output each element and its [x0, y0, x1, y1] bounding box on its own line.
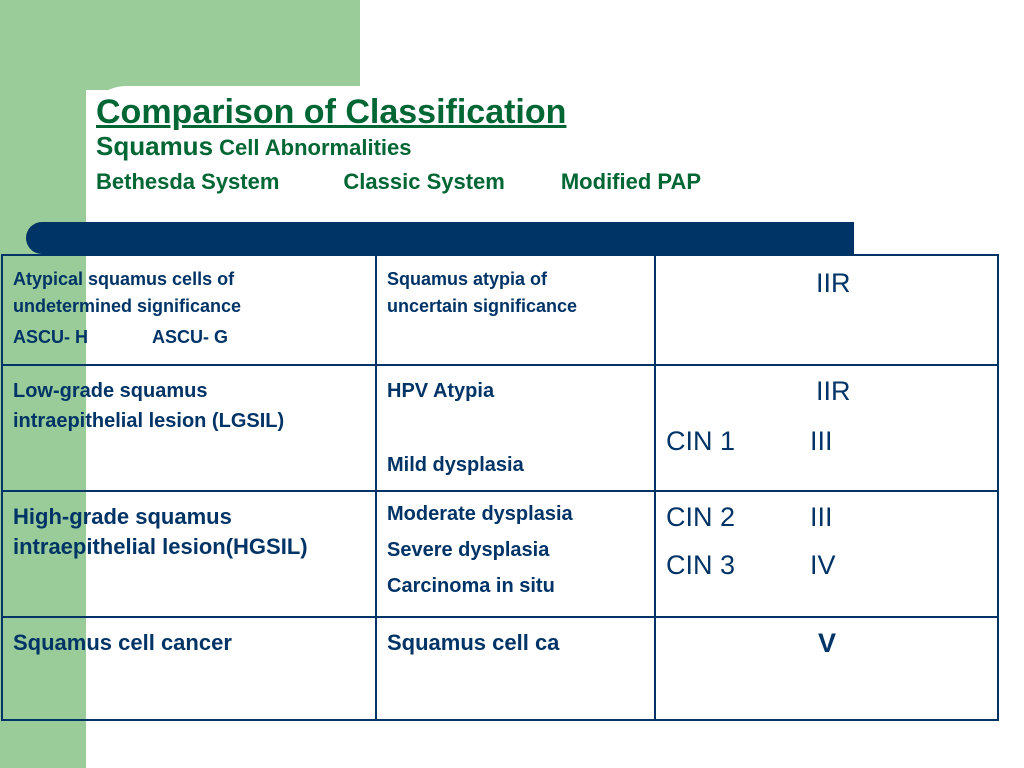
classic-cell — [376, 255, 655, 365]
cell-line: uncertain significance — [387, 296, 578, 316]
cell-line: HPV Atypia — [387, 380, 495, 402]
cell-line: Moderate dysplasia — [387, 503, 573, 525]
cell-line: undetermined significance — [13, 296, 242, 316]
cell-line: IIR — [816, 376, 851, 406]
classic-cell — [376, 365, 655, 491]
cell-line: ASCU- H — [13, 327, 88, 347]
table-row — [2, 617, 998, 720]
subtitle-rest: Cell Abnormalities — [213, 135, 412, 160]
cell-line: CIN 2 — [666, 502, 736, 532]
cell-line: V — [818, 628, 837, 658]
divider-bar — [26, 222, 854, 254]
table-row — [2, 365, 998, 491]
pap-cell — [655, 255, 998, 365]
classic-cell — [376, 491, 655, 617]
heading-bethesda: Bethesda System — [96, 169, 280, 194]
cell-line: intraepithelial lesion (LGSIL) — [13, 410, 285, 432]
cell-line: intraepithelial lesion(HGSIL) — [13, 534, 308, 559]
classification-table — [1, 254, 999, 721]
cell-line: III — [810, 426, 833, 456]
slide-subtitle — [96, 132, 701, 165]
cell-line: Low-grade squamus — [13, 380, 208, 402]
bethesda-cell — [2, 365, 376, 491]
cell-line: Atypical squamus cells of — [13, 269, 235, 289]
cell-line: III — [810, 502, 833, 532]
cell-line: High-grade squamus — [13, 504, 232, 529]
bethesda-cell — [2, 617, 376, 720]
cell-line: Squamus cell ca — [387, 630, 560, 655]
cell-line: Mild dysplasia — [387, 454, 524, 476]
cell-line: Squamus atypia of — [387, 269, 548, 289]
heading-classic: Classic System — [343, 169, 505, 194]
pap-cell — [655, 617, 998, 720]
heading-pap: Modified PAP — [560, 169, 702, 194]
cell-line: Severe dysplasia — [387, 539, 550, 561]
cell-line: Carcinoma in situ — [387, 575, 555, 597]
classic-cell — [376, 617, 655, 720]
slide-title: Comparison of Classification — [96, 93, 567, 131]
cell-line: CIN 3 — [666, 550, 736, 580]
cell-line: IV — [810, 550, 836, 580]
column-headings-line — [96, 165, 701, 199]
bethesda-cell — [2, 491, 376, 617]
table-row — [2, 491, 998, 617]
table-row — [2, 255, 998, 365]
cell-line: ASCU- G — [152, 327, 228, 347]
pap-cell — [655, 365, 998, 491]
pap-cell — [655, 491, 998, 617]
cell-line: CIN 1 — [666, 426, 736, 456]
subtitle-squamus: Squamus — [96, 131, 214, 161]
title-block — [96, 92, 701, 199]
bethesda-cell — [2, 255, 376, 365]
cell-line: Squamus cell cancer — [13, 630, 232, 655]
cell-line: IIR — [816, 268, 851, 298]
